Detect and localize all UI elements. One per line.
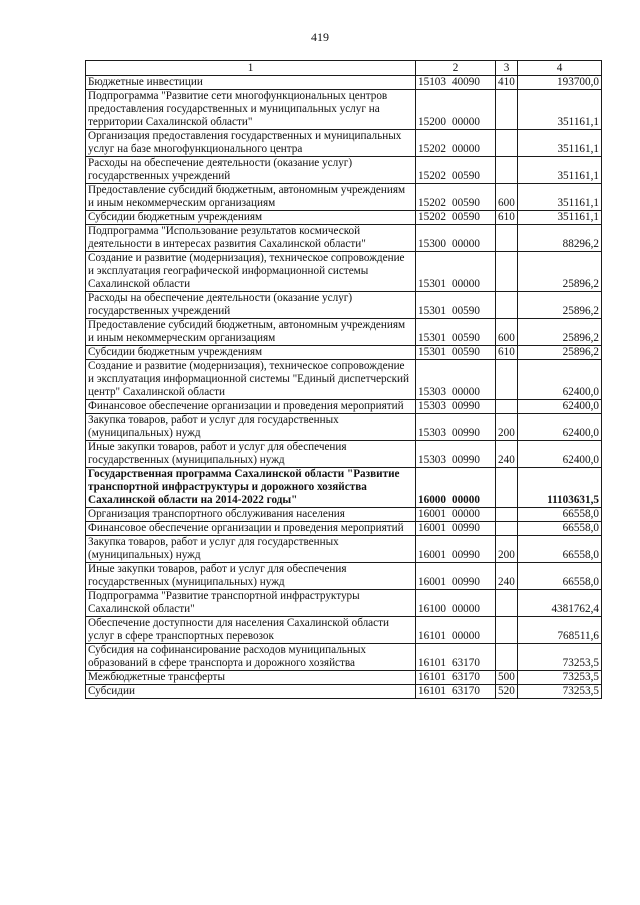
row-code-direction: 00990 (451, 576, 480, 588)
row-amount: 66558,0 (518, 508, 602, 522)
row-amount: 62400,0 (518, 441, 602, 468)
table-row (86, 441, 602, 468)
row-amount: 66558,0 (518, 563, 602, 590)
table-row (86, 522, 602, 536)
row-code (416, 400, 496, 414)
table-row (86, 590, 602, 617)
row-code-program: 16101 (418, 657, 446, 669)
row-code (416, 225, 496, 252)
table-row (86, 360, 602, 400)
row-name: Создание и развитие (модернизация), техническое сопровождение и эксплуатация географической информационной системы Сахалинской области (86, 252, 416, 292)
row-name: Субсидии (86, 685, 416, 699)
row-code-direction: 00000 (451, 278, 480, 290)
row-expense-type (496, 468, 518, 508)
row-code (416, 184, 496, 211)
table-row (86, 225, 602, 252)
table-row (86, 252, 602, 292)
table-row (86, 292, 602, 319)
row-amount: 351161,1 (518, 130, 602, 157)
column-header-3: 3 (496, 61, 518, 76)
row-name: Государственная программа Сахалинской области "Развитие транспортной инфраструктуры и дорожного хозяйства Сахалинской области на 2014-2022 годы" (86, 468, 416, 508)
row-name: Межбюджетные трансферты (86, 671, 416, 685)
table-row (86, 468, 602, 508)
row-code-program: 15202 (418, 197, 446, 209)
row-code-program: 15301 (418, 346, 446, 358)
row-expense-type (496, 90, 518, 130)
row-expense-type (496, 130, 518, 157)
row-code-direction: 00000 (451, 386, 480, 398)
row-amount: 351161,1 (518, 211, 602, 225)
row-expense-type: 600 (496, 319, 518, 346)
row-amount: 193700,0 (518, 76, 602, 90)
row-amount: 66558,0 (518, 536, 602, 563)
row-name: Субсидия на софинансирование расходов муниципальных образований в сфере транспорта и дорожного хозяйства (86, 644, 416, 671)
row-code (416, 590, 496, 617)
row-code-direction: 00000 (451, 494, 480, 506)
row-amount: 351161,1 (518, 157, 602, 184)
row-name: Подпрограмма "Использование результатов космической деятельности в интересах развития Сахалинской области" (86, 225, 416, 252)
row-code-direction: 00990 (451, 549, 480, 561)
row-amount: 73253,5 (518, 644, 602, 671)
row-code-direction: 00590 (451, 346, 480, 358)
row-code-direction: 00000 (451, 143, 480, 155)
row-name: Предоставление субсидий бюджетным, автономным учреждениям и иным некоммерческим организациям (86, 184, 416, 211)
row-expense-type: 200 (496, 536, 518, 563)
row-code-direction: 00990 (451, 400, 480, 412)
row-expense-type (496, 644, 518, 671)
row-code (416, 617, 496, 644)
row-code-program: 16001 (418, 576, 446, 588)
row-code (416, 76, 496, 90)
row-name: Организация предоставления государственных и муниципальных услуг на базе многофункционального центра (86, 130, 416, 157)
row-name: Расходы на обеспечение деятельности (оказание услуг) государственных учреждений (86, 157, 416, 184)
row-code-direction: 63170 (451, 657, 480, 669)
budget-table (85, 60, 602, 699)
row-amount: 66558,0 (518, 522, 602, 536)
table-row (86, 644, 602, 671)
row-code-program: 16001 (418, 549, 446, 561)
row-amount: 4381762,4 (518, 590, 602, 617)
row-name: Субсидии бюджетным учреждениям (86, 211, 416, 225)
row-code-program: 15202 (418, 143, 446, 155)
row-amount: 11103631,5 (518, 468, 602, 508)
table-body (86, 76, 602, 699)
row-code-program: 15200 (418, 116, 446, 128)
row-amount: 62400,0 (518, 360, 602, 400)
row-code (416, 292, 496, 319)
column-header-4: 4 (518, 61, 602, 76)
row-code-program: 16001 (418, 522, 446, 534)
row-code-direction: 00000 (451, 116, 480, 128)
row-code (416, 468, 496, 508)
row-code-direction: 40090 (451, 76, 480, 88)
row-code (416, 563, 496, 590)
row-code-direction: 00590 (451, 211, 480, 223)
row-name: Закупка товаров, работ и услуг для государственных (муниципальных) нужд (86, 536, 416, 563)
row-code-program: 15300 (418, 238, 446, 250)
row-code-program: 15301 (418, 332, 446, 344)
row-expense-type (496, 292, 518, 319)
table-row (86, 76, 602, 90)
row-expense-type: 610 (496, 211, 518, 225)
row-name: Субсидии бюджетным учреждениям (86, 346, 416, 360)
row-expense-type (496, 590, 518, 617)
row-code (416, 130, 496, 157)
row-expense-type: 600 (496, 184, 518, 211)
row-code-program: 15303 (418, 400, 446, 412)
row-code-direction: 00000 (451, 508, 480, 520)
row-code (416, 211, 496, 225)
row-name: Организация транспортного обслуживания населения (86, 508, 416, 522)
row-code-program: 15303 (418, 386, 446, 398)
row-amount: 73253,5 (518, 685, 602, 699)
row-amount: 351161,1 (518, 90, 602, 130)
row-expense-type: 520 (496, 685, 518, 699)
row-name: Закупка товаров, работ и услуг для государственных (муниципальных) нужд (86, 414, 416, 441)
row-code (416, 508, 496, 522)
row-amount: 62400,0 (518, 400, 602, 414)
row-expense-type (496, 157, 518, 184)
row-expense-type: 500 (496, 671, 518, 685)
row-code (416, 157, 496, 184)
row-name: Бюджетные инвестиции (86, 76, 416, 90)
row-name: Финансовое обеспечение организации и проведения мероприятий (86, 522, 416, 536)
row-code-program: 15301 (418, 305, 446, 317)
row-amount: 25896,2 (518, 346, 602, 360)
row-name: Иные закупки товаров, работ и услуг для обеспечения государственных (муниципальных) нужд (86, 563, 416, 590)
row-amount: 88296,2 (518, 225, 602, 252)
row-code-direction: 00000 (451, 603, 480, 615)
table-row (86, 536, 602, 563)
row-code (416, 346, 496, 360)
row-code (416, 671, 496, 685)
row-amount: 25896,2 (518, 252, 602, 292)
row-code-program: 15202 (418, 170, 446, 182)
row-amount: 768511,6 (518, 617, 602, 644)
row-expense-type (496, 225, 518, 252)
row-amount: 62400,0 (518, 414, 602, 441)
row-code (416, 414, 496, 441)
row-expense-type (496, 360, 518, 400)
row-expense-type (496, 400, 518, 414)
row-expense-type: 200 (496, 414, 518, 441)
table-row (86, 211, 602, 225)
row-code-program: 16101 (418, 630, 446, 642)
row-amount: 25896,2 (518, 292, 602, 319)
row-name: Обеспечение доступности для населения Сахалинской области услуг в сфере транспортных перевозок (86, 617, 416, 644)
table-header-row (86, 61, 602, 76)
table-row (86, 346, 602, 360)
row-name: Подпрограмма "Развитие транспортной инфраструктуры Сахалинской области" (86, 590, 416, 617)
row-expense-type (496, 617, 518, 644)
table-row (86, 130, 602, 157)
row-code-direction: 00590 (451, 332, 480, 344)
column-header-2: 2 (416, 61, 496, 76)
table-row (86, 563, 602, 590)
row-expense-type: 410 (496, 76, 518, 90)
row-code-direction: 00000 (451, 238, 480, 250)
row-amount: 351161,1 (518, 184, 602, 211)
row-code-program: 15202 (418, 211, 446, 223)
table-row (86, 671, 602, 685)
row-code (416, 536, 496, 563)
row-code-direction: 00590 (451, 197, 480, 209)
row-name: Расходы на обеспечение деятельности (оказание услуг) государственных учреждений (86, 292, 416, 319)
row-code-program: 15303 (418, 427, 446, 439)
row-code (416, 644, 496, 671)
row-name: Предоставление субсидий бюджетным, автономным учреждениям и иным некоммерческим организациям (86, 319, 416, 346)
row-code (416, 360, 496, 400)
row-code (416, 252, 496, 292)
row-expense-type (496, 252, 518, 292)
page-number: 419 (311, 30, 329, 44)
row-name: Иные закупки товаров, работ и услуг для обеспечения государственных (муниципальных) нужд (86, 441, 416, 468)
row-code (416, 90, 496, 130)
table-row (86, 90, 602, 130)
table-row (86, 508, 602, 522)
row-code-program: 16101 (418, 685, 446, 697)
table-row (86, 184, 602, 211)
row-code-direction: 63170 (451, 685, 480, 697)
row-expense-type: 610 (496, 346, 518, 360)
row-name: Создание и развитие (модернизация), техническое сопровождение и эксплуатация информационной системы "Единый диспетчерский центр" Сахалинской области (86, 360, 416, 400)
row-expense-type (496, 522, 518, 536)
row-amount: 25896,2 (518, 319, 602, 346)
row-expense-type: 240 (496, 563, 518, 590)
row-name: Подпрограмма "Развитие сети многофункциональных центров предоставления государственных и муниципальных услуг на территории Сахалинской области" (86, 90, 416, 130)
row-code (416, 319, 496, 346)
row-code-direction: 00990 (451, 522, 480, 534)
table-row (86, 400, 602, 414)
row-code-program: 15103 (418, 76, 446, 88)
row-code-program: 16101 (418, 671, 446, 683)
column-header-1: 1 (86, 61, 416, 76)
row-expense-type (496, 508, 518, 522)
table-row (86, 319, 602, 346)
row-expense-type: 240 (496, 441, 518, 468)
row-code-direction: 00990 (451, 454, 480, 466)
table-row (86, 157, 602, 184)
row-code-direction: 00590 (451, 170, 480, 182)
row-code-direction: 00000 (451, 630, 480, 642)
row-name: Финансовое обеспечение организации и проведения мероприятий (86, 400, 416, 414)
table-row (86, 414, 602, 441)
row-code-direction: 63170 (451, 671, 480, 683)
table-row (86, 617, 602, 644)
row-code-program: 16001 (418, 508, 446, 520)
row-code-direction: 00590 (451, 305, 480, 317)
row-code-direction: 00990 (451, 427, 480, 439)
row-code (416, 441, 496, 468)
table-row (86, 685, 602, 699)
row-code-program: 15301 (418, 278, 446, 290)
row-code-program: 16100 (418, 603, 446, 615)
row-code (416, 522, 496, 536)
row-amount: 73253,5 (518, 671, 602, 685)
row-code-program: 16000 (418, 494, 446, 506)
row-code-program: 15303 (418, 454, 446, 466)
row-code (416, 685, 496, 699)
